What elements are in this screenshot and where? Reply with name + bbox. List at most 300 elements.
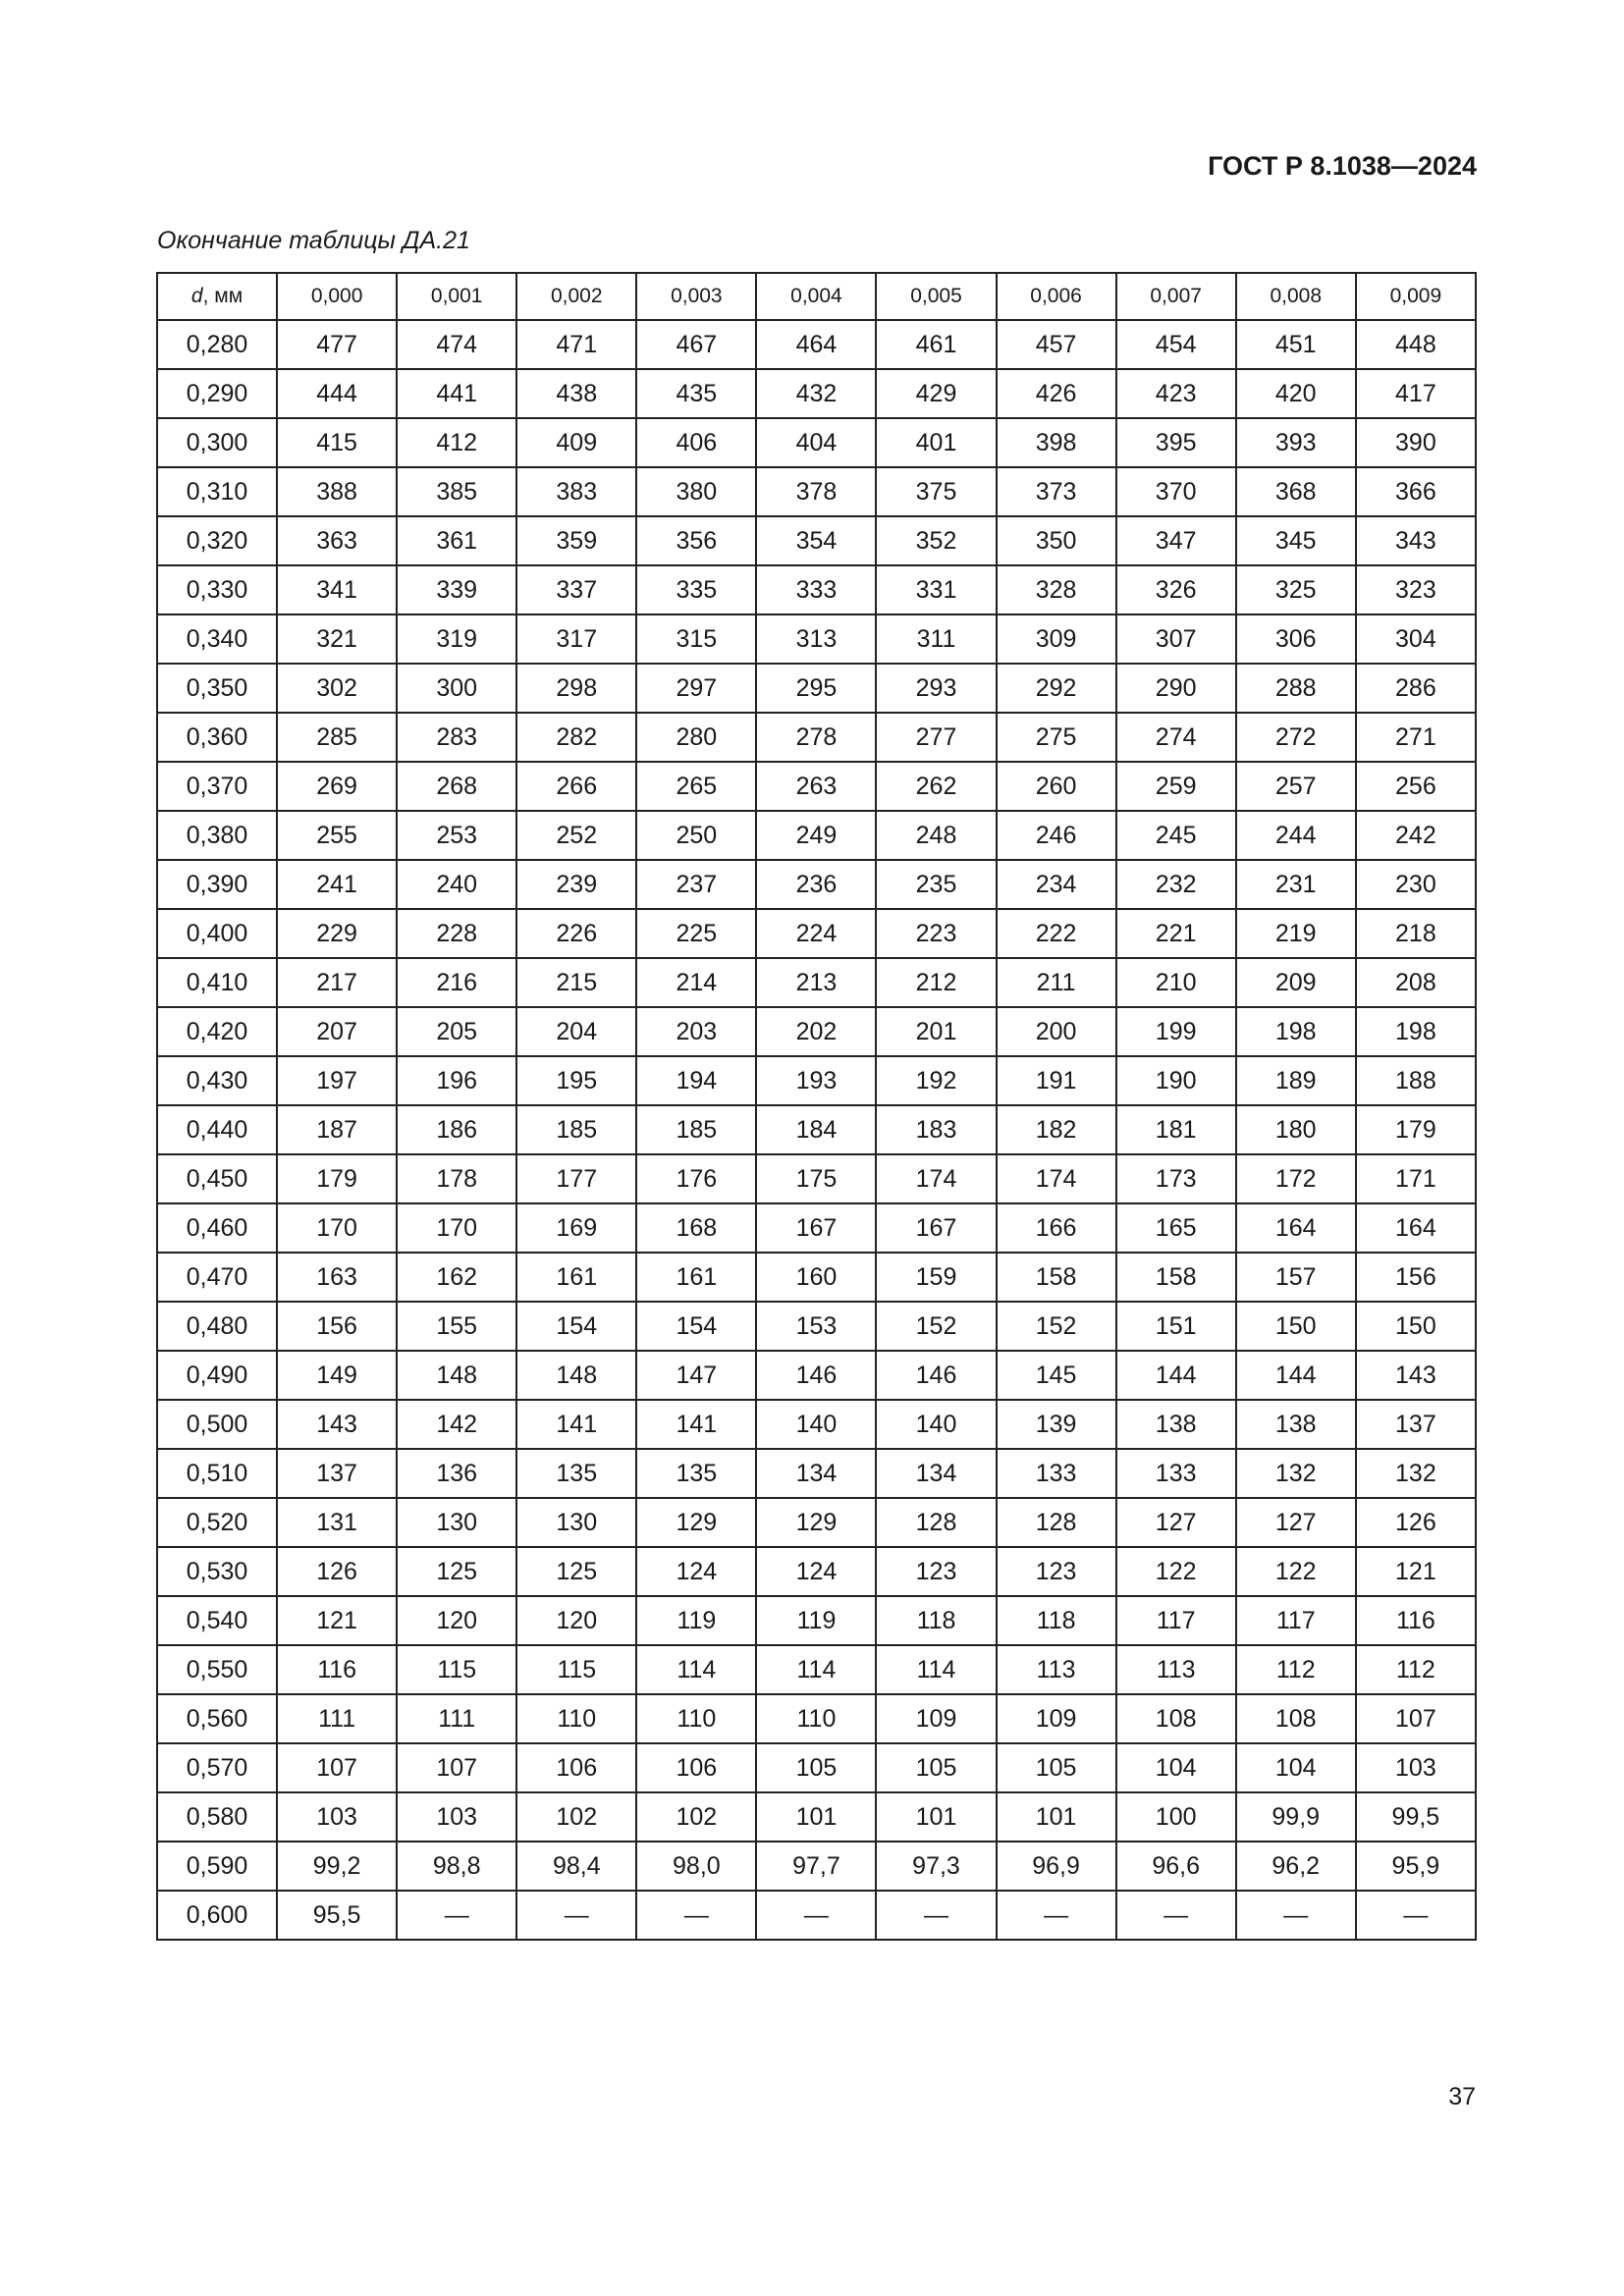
table-cell: 107 — [277, 1743, 397, 1792]
table-cell: 140 — [756, 1400, 876, 1449]
table-row — [157, 1105, 1476, 1154]
table-row — [157, 1498, 1476, 1547]
table-cell: 426 — [997, 369, 1116, 418]
row-header-d: 0,520 — [157, 1498, 277, 1547]
table-row — [157, 909, 1476, 958]
table-cell: 196 — [397, 1056, 516, 1105]
table-cell: 199 — [1116, 1007, 1236, 1056]
table-cell: 106 — [636, 1743, 756, 1792]
table-cell: 154 — [636, 1302, 756, 1351]
table-cell: 141 — [516, 1400, 636, 1449]
table-cell: 380 — [636, 467, 756, 516]
table-row — [157, 418, 1476, 467]
table-cell: 155 — [397, 1302, 516, 1351]
table-cell: 356 — [636, 516, 756, 565]
table-cell: 111 — [397, 1694, 516, 1743]
table-cell: 116 — [277, 1645, 397, 1694]
table-cell: 203 — [636, 1007, 756, 1056]
table-cell: 333 — [756, 565, 876, 614]
table-cell: 110 — [636, 1694, 756, 1743]
table-cell: 255 — [277, 811, 397, 860]
table-cell: 179 — [277, 1154, 397, 1203]
table-cell: 166 — [997, 1203, 1116, 1253]
row-header-d: 0,540 — [157, 1596, 277, 1645]
table-cell: 170 — [397, 1203, 516, 1253]
table-cell: 117 — [1236, 1596, 1356, 1645]
table-cell: 221 — [1116, 909, 1236, 958]
table-row — [157, 1056, 1476, 1105]
table-cell: 118 — [876, 1596, 996, 1645]
table-cell: 103 — [277, 1792, 397, 1842]
table-cell: 237 — [636, 860, 756, 909]
table-cell: 123 — [876, 1547, 996, 1596]
table-cell: 101 — [756, 1792, 876, 1842]
table-cell: 171 — [1356, 1154, 1476, 1203]
table-cell: 156 — [1356, 1253, 1476, 1302]
table-cell: 249 — [756, 811, 876, 860]
table-cell: 102 — [516, 1792, 636, 1842]
table-cell: 127 — [1236, 1498, 1356, 1547]
table-cell: 105 — [876, 1743, 996, 1792]
table-cell: 150 — [1236, 1302, 1356, 1351]
table-cell: 359 — [516, 516, 636, 565]
table-cell: 259 — [1116, 762, 1236, 811]
table-cell: 138 — [1236, 1400, 1356, 1449]
table-cell: 224 — [756, 909, 876, 958]
values-table — [156, 272, 1477, 1941]
row-header-d: 0,320 — [157, 516, 277, 565]
table-cell: 398 — [997, 418, 1116, 467]
table-cell: 406 — [636, 418, 756, 467]
table-cell: 313 — [756, 614, 876, 664]
table-cell: 108 — [1116, 1694, 1236, 1743]
table-cell: 262 — [876, 762, 996, 811]
table-cell: 103 — [1356, 1743, 1476, 1792]
table-cell: — — [1236, 1891, 1356, 1940]
table-cell: 101 — [997, 1792, 1116, 1842]
table-cell: 168 — [636, 1203, 756, 1253]
table-cell: 232 — [1116, 860, 1236, 909]
table-cell: 304 — [1356, 614, 1476, 664]
table-cell: 127 — [1116, 1498, 1236, 1547]
table-cell: 283 — [397, 713, 516, 762]
table-cell: 183 — [876, 1105, 996, 1154]
table-cell: 194 — [636, 1056, 756, 1105]
table-cell: 417 — [1356, 369, 1476, 418]
column-header: 0,000 — [277, 273, 397, 320]
table-cell: 159 — [876, 1253, 996, 1302]
table-cell: 141 — [636, 1400, 756, 1449]
table-row — [157, 1253, 1476, 1302]
table-cell: 306 — [1236, 614, 1356, 664]
table-cell: 195 — [516, 1056, 636, 1105]
table-row — [157, 1154, 1476, 1203]
table-row — [157, 1891, 1476, 1940]
table-cell: 263 — [756, 762, 876, 811]
table-cell: 120 — [397, 1596, 516, 1645]
table-cell: 114 — [876, 1645, 996, 1694]
table-cell: 156 — [277, 1302, 397, 1351]
table-row — [157, 664, 1476, 713]
table-caption: Окончание таблицы ДА.21 — [157, 227, 470, 254]
row-header-d: 0,480 — [157, 1302, 277, 1351]
table-cell: 253 — [397, 811, 516, 860]
table-cell: 200 — [997, 1007, 1116, 1056]
table-cell: 361 — [397, 516, 516, 565]
table-cell: 176 — [636, 1154, 756, 1203]
table-cell: 286 — [1356, 664, 1476, 713]
table-cell: 438 — [516, 369, 636, 418]
table-cell: 202 — [756, 1007, 876, 1056]
table-cell: 115 — [516, 1645, 636, 1694]
table-cell: 97,7 — [756, 1842, 876, 1891]
table-cell: 185 — [516, 1105, 636, 1154]
table-cell: 99,9 — [1236, 1792, 1356, 1842]
table-cell: 412 — [397, 418, 516, 467]
table-cell: 96,9 — [997, 1842, 1116, 1891]
table-cell: — — [1356, 1891, 1476, 1940]
table-cell: 341 — [277, 565, 397, 614]
table-cell: 117 — [1116, 1596, 1236, 1645]
table-cell: 122 — [1116, 1547, 1236, 1596]
table-cell: 210 — [1116, 958, 1236, 1007]
table-cell: 345 — [1236, 516, 1356, 565]
table-cell: 106 — [516, 1743, 636, 1792]
table-cell: 114 — [636, 1645, 756, 1694]
table-cell: 124 — [636, 1547, 756, 1596]
table-cell: 354 — [756, 516, 876, 565]
table-cell: 174 — [997, 1154, 1116, 1203]
table-cell: 133 — [1116, 1449, 1236, 1498]
row-header-d: 0,440 — [157, 1105, 277, 1154]
table-cell: 109 — [876, 1694, 996, 1743]
row-header-d: 0,410 — [157, 958, 277, 1007]
table-cell: 234 — [997, 860, 1116, 909]
table-row — [157, 1547, 1476, 1596]
table-cell: 96,2 — [1236, 1842, 1356, 1891]
table-cell: 164 — [1236, 1203, 1356, 1253]
table-row — [157, 1351, 1476, 1400]
table-cell: 137 — [1356, 1400, 1476, 1449]
column-header: 0,007 — [1116, 273, 1236, 320]
table-cell: 271 — [1356, 713, 1476, 762]
table-cell: 148 — [516, 1351, 636, 1400]
row-header-d: 0,370 — [157, 762, 277, 811]
table-cell: 260 — [997, 762, 1116, 811]
table-cell: 110 — [756, 1694, 876, 1743]
table-row — [157, 1203, 1476, 1253]
row-header-d: 0,570 — [157, 1743, 277, 1792]
table-cell: 375 — [876, 467, 996, 516]
table-cell: 114 — [756, 1645, 876, 1694]
table-cell: — — [636, 1891, 756, 1940]
table-cell: 363 — [277, 516, 397, 565]
table-cell: 119 — [756, 1596, 876, 1645]
table-cell: 174 — [876, 1154, 996, 1203]
table-cell: 212 — [876, 958, 996, 1007]
table-cell: 146 — [876, 1351, 996, 1400]
table-cell: 181 — [1116, 1105, 1236, 1154]
table-cell: 390 — [1356, 418, 1476, 467]
table-cell: 278 — [756, 713, 876, 762]
table-cell: 160 — [756, 1253, 876, 1302]
column-header: 0,008 — [1236, 273, 1356, 320]
row-header-d: 0,420 — [157, 1007, 277, 1056]
table-cell: 246 — [997, 811, 1116, 860]
table-row — [157, 1302, 1476, 1351]
table-cell: 145 — [997, 1351, 1116, 1400]
table-row — [157, 1400, 1476, 1449]
table-cell: 154 — [516, 1302, 636, 1351]
table-cell: 99,2 — [277, 1842, 397, 1891]
table-cell: 350 — [997, 516, 1116, 565]
table-cell: 139 — [997, 1400, 1116, 1449]
row-header-d: 0,450 — [157, 1154, 277, 1203]
table-cell: 274 — [1116, 713, 1236, 762]
row-header-d: 0,350 — [157, 664, 277, 713]
table-cell: 146 — [756, 1351, 876, 1400]
table-cell: 293 — [876, 664, 996, 713]
row-header-d: 0,300 — [157, 418, 277, 467]
table-cell: 129 — [756, 1498, 876, 1547]
table-cell: 95,9 — [1356, 1842, 1476, 1891]
row-header-d: 0,400 — [157, 909, 277, 958]
table-cell: 213 — [756, 958, 876, 1007]
table-row — [157, 516, 1476, 565]
table-cell: 244 — [1236, 811, 1356, 860]
table-cell: — — [876, 1891, 996, 1940]
table-cell: 182 — [997, 1105, 1116, 1154]
table-cell: 120 — [516, 1596, 636, 1645]
table-row — [157, 1743, 1476, 1792]
table-cell: 131 — [277, 1498, 397, 1547]
table-cell: 277 — [876, 713, 996, 762]
table-cell: 121 — [1356, 1547, 1476, 1596]
row-header-d: 0,310 — [157, 467, 277, 516]
table-cell: — — [997, 1891, 1116, 1940]
table-cell: 309 — [997, 614, 1116, 664]
table-cell: 125 — [397, 1547, 516, 1596]
table-cell: 147 — [636, 1351, 756, 1400]
table-cell: 461 — [876, 320, 996, 369]
table-row — [157, 713, 1476, 762]
table-cell: 290 — [1116, 664, 1236, 713]
table-cell: 189 — [1236, 1056, 1356, 1105]
table-row — [157, 467, 1476, 516]
table-cell: 177 — [516, 1154, 636, 1203]
row-header-d: 0,360 — [157, 713, 277, 762]
table-row — [157, 1694, 1476, 1743]
table-cell: 256 — [1356, 762, 1476, 811]
table-cell: 143 — [277, 1400, 397, 1449]
variable-symbol: d — [190, 285, 203, 307]
table-cell: 107 — [1356, 1694, 1476, 1743]
row-header-d: 0,470 — [157, 1253, 277, 1302]
table-cell: 161 — [636, 1253, 756, 1302]
table-cell: 188 — [1356, 1056, 1476, 1105]
table-cell: 193 — [756, 1056, 876, 1105]
table-cell: 321 — [277, 614, 397, 664]
table-cell: 173 — [1116, 1154, 1236, 1203]
table-cell: 441 — [397, 369, 516, 418]
row-header-d: 0,580 — [157, 1792, 277, 1842]
row-header-d: 0,600 — [157, 1891, 277, 1940]
table-cell: 136 — [397, 1449, 516, 1498]
table-cell: 429 — [876, 369, 996, 418]
table-cell: 157 — [1236, 1253, 1356, 1302]
table-cell: 464 — [756, 320, 876, 369]
table-cell: 98,8 — [397, 1842, 516, 1891]
table-cell: 162 — [397, 1253, 516, 1302]
table-cell: 132 — [1356, 1449, 1476, 1498]
table-cell: 167 — [876, 1203, 996, 1253]
table-cell: 236 — [756, 860, 876, 909]
page-number: 37 — [1448, 2083, 1476, 2110]
table-cell: 352 — [876, 516, 996, 565]
table-cell: 104 — [1116, 1743, 1236, 1792]
table-cell: 151 — [1116, 1302, 1236, 1351]
table-cell: 401 — [876, 418, 996, 467]
table-cell: 113 — [997, 1645, 1116, 1694]
variable-unit: , мм — [202, 285, 244, 307]
table-cell: 366 — [1356, 467, 1476, 516]
table-cell: 190 — [1116, 1056, 1236, 1105]
table-cell: 454 — [1116, 320, 1236, 369]
table-cell: 124 — [756, 1547, 876, 1596]
table-cell: 457 — [997, 320, 1116, 369]
table-row — [157, 1842, 1476, 1891]
row-header-d: 0,460 — [157, 1203, 277, 1253]
table-cell: 109 — [997, 1694, 1116, 1743]
table-cell: 474 — [397, 320, 516, 369]
table-cell: 337 — [516, 565, 636, 614]
row-header-d: 0,590 — [157, 1842, 277, 1891]
table-cell: 144 — [1236, 1351, 1356, 1400]
table-cell: 467 — [636, 320, 756, 369]
table-cell: 105 — [756, 1743, 876, 1792]
table-cell: 107 — [397, 1743, 516, 1792]
table-cell: 204 — [516, 1007, 636, 1056]
table-cell: 319 — [397, 614, 516, 664]
table-cell: 175 — [756, 1154, 876, 1203]
table-cell: 385 — [397, 467, 516, 516]
column-header: 0,001 — [397, 273, 516, 320]
table-cell: 185 — [636, 1105, 756, 1154]
table-cell: 307 — [1116, 614, 1236, 664]
table-cell: 186 — [397, 1105, 516, 1154]
table-cell: 149 — [277, 1351, 397, 1400]
table-cell: 471 — [516, 320, 636, 369]
table-cell: 152 — [997, 1302, 1116, 1351]
table-cell: 169 — [516, 1203, 636, 1253]
table-cell: 170 — [277, 1203, 397, 1253]
table-cell: 435 — [636, 369, 756, 418]
table-cell: 118 — [997, 1596, 1116, 1645]
row-header-d: 0,430 — [157, 1056, 277, 1105]
row-header-d: 0,290 — [157, 369, 277, 418]
table-cell: 158 — [997, 1253, 1116, 1302]
table-cell: 230 — [1356, 860, 1476, 909]
table-cell: 119 — [636, 1596, 756, 1645]
row-header-d: 0,560 — [157, 1694, 277, 1743]
table-cell: 326 — [1116, 565, 1236, 614]
table-cell: 135 — [516, 1449, 636, 1498]
table-cell: 415 — [277, 418, 397, 467]
table-cell: 339 — [397, 565, 516, 614]
table-cell: 153 — [756, 1302, 876, 1351]
table-cell: 228 — [397, 909, 516, 958]
table-row — [157, 1792, 1476, 1842]
table-cell: 130 — [516, 1498, 636, 1547]
table-row — [157, 1449, 1476, 1498]
table-cell: 133 — [997, 1449, 1116, 1498]
table-cell: 103 — [397, 1792, 516, 1842]
table-cell: 112 — [1356, 1645, 1476, 1694]
table-cell: — — [516, 1891, 636, 1940]
table-row — [157, 565, 1476, 614]
table-cell: 295 — [756, 664, 876, 713]
table-cell: 248 — [876, 811, 996, 860]
table-cell: 235 — [876, 860, 996, 909]
table-cell: 331 — [876, 565, 996, 614]
table-cell: 302 — [277, 664, 397, 713]
table-cell: 172 — [1236, 1154, 1356, 1203]
table-cell: 317 — [516, 614, 636, 664]
table-cell: 404 — [756, 418, 876, 467]
table-row — [157, 1645, 1476, 1694]
row-header-d: 0,500 — [157, 1400, 277, 1449]
table-cell: 125 — [516, 1547, 636, 1596]
table-cell: 373 — [997, 467, 1116, 516]
table-cell: 112 — [1236, 1645, 1356, 1694]
row-header-d: 0,530 — [157, 1547, 277, 1596]
table-cell: 378 — [756, 467, 876, 516]
table-cell: 269 — [277, 762, 397, 811]
column-header: 0,005 — [876, 273, 996, 320]
table-cell: 148 — [397, 1351, 516, 1400]
table-cell: 180 — [1236, 1105, 1356, 1154]
table-cell: 161 — [516, 1253, 636, 1302]
table-cell: 129 — [636, 1498, 756, 1547]
table-row — [157, 811, 1476, 860]
table-cell: 347 — [1116, 516, 1236, 565]
table-cell: 152 — [876, 1302, 996, 1351]
table-cell: 223 — [876, 909, 996, 958]
table-cell: 97,3 — [876, 1842, 996, 1891]
column-header: 0,002 — [516, 273, 636, 320]
row-header-d: 0,280 — [157, 320, 277, 369]
table-cell: 265 — [636, 762, 756, 811]
table-cell: 315 — [636, 614, 756, 664]
table-cell: 98,0 — [636, 1842, 756, 1891]
table-cell: 240 — [397, 860, 516, 909]
table-header-row — [157, 273, 1476, 320]
table-cell: 150 — [1356, 1302, 1476, 1351]
table-cell: 383 — [516, 467, 636, 516]
table-cell: 252 — [516, 811, 636, 860]
table-cell: 207 — [277, 1007, 397, 1056]
table-cell: — — [1116, 1891, 1236, 1940]
table-row — [157, 614, 1476, 664]
table-cell: 395 — [1116, 418, 1236, 467]
table-cell: 101 — [876, 1792, 996, 1842]
table-cell: 201 — [876, 1007, 996, 1056]
table-cell: 285 — [277, 713, 397, 762]
table-cell: 226 — [516, 909, 636, 958]
table-cell: 420 — [1236, 369, 1356, 418]
table-cell: 444 — [277, 369, 397, 418]
table-cell: 126 — [1356, 1498, 1476, 1547]
